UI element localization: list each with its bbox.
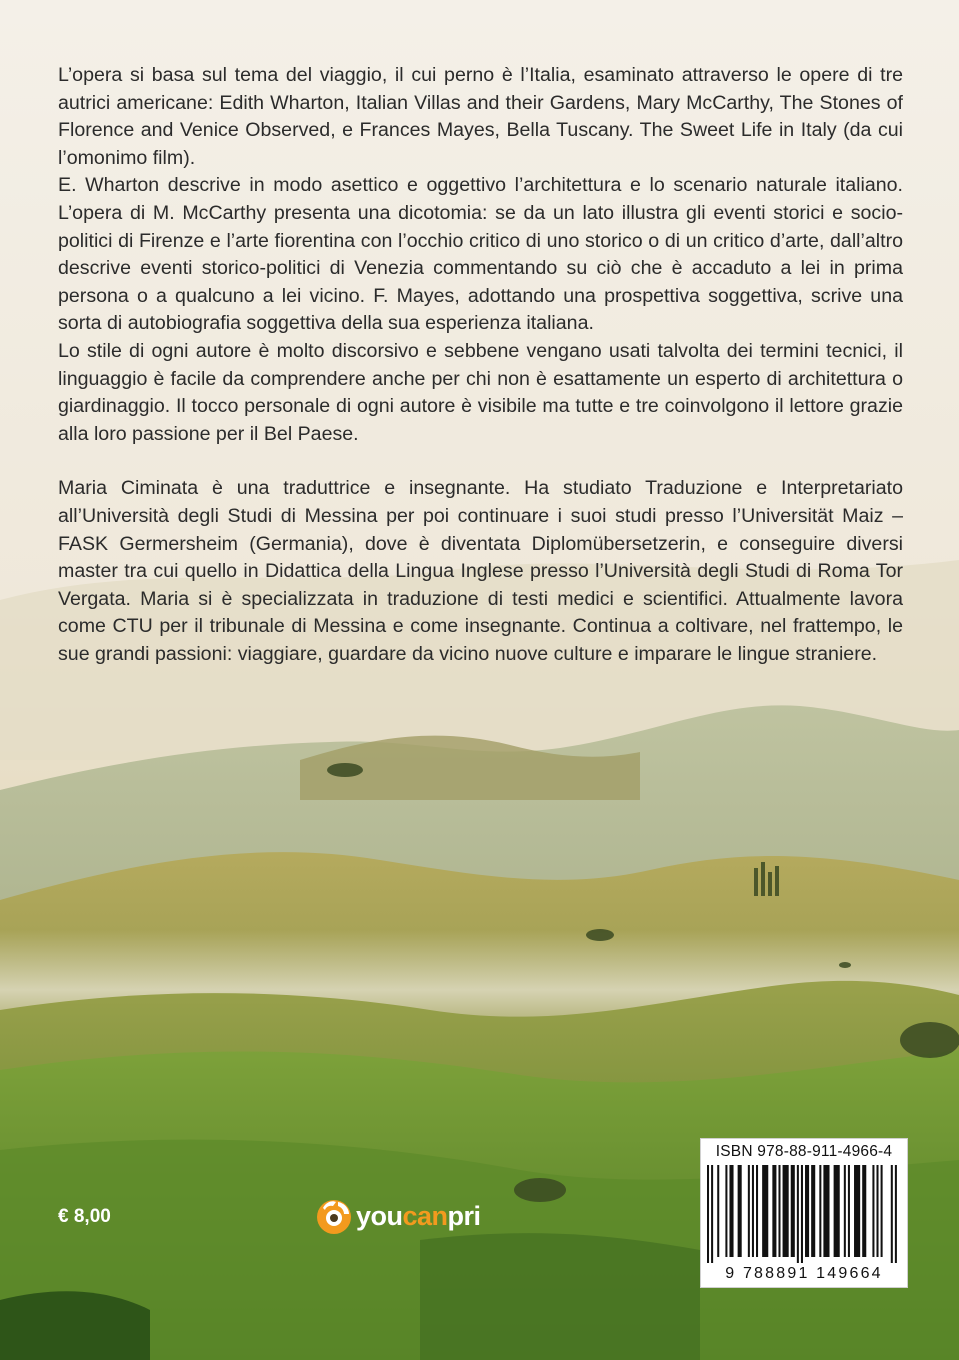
barcode-bar [752,1165,754,1257]
barcode-bar [876,1165,878,1257]
barcode-bar [895,1165,897,1263]
barcode-bar [729,1165,733,1257]
publisher-wordmark [356,1201,508,1232]
cover-text [58,62,903,668]
barcode-bar [791,1165,795,1257]
barcode-bar [862,1165,866,1257]
barcode-bar [756,1165,758,1257]
barcode-bar [797,1165,799,1263]
barcode-bar [778,1165,780,1257]
barcode-bar [738,1165,742,1257]
barcode-bar [717,1165,719,1257]
barcode-bar [748,1165,750,1257]
barcode-bar [819,1165,821,1257]
barcode-bar [762,1165,768,1257]
barcode-bar [725,1165,727,1257]
barcode-bar [711,1165,713,1263]
hand-eye-logo-icon [314,1196,354,1236]
synopsis-paragraph: L’opera si basa sul tema del viaggio, il cui perno è l’Italia, esaminato attraverso le opere di tre autrici americane: Edith Wharton, Italian Villas and their Gardens, Mary McCarthy, The Stones of Florence and Venice Observed, e Frances Mayes, Bella Tuscany. The Sweet Life in Italy (da cui l’omonimo film). [58,64,903,169]
barcode-bar [772,1165,776,1257]
wordmark-prefix: you [356,1200,403,1231]
barcode-bar [823,1165,829,1257]
wordmark-accent: can [402,1200,448,1231]
barcode-bar [872,1165,874,1257]
barcode-bar [881,1165,883,1257]
barcode-bar [844,1165,846,1257]
isbn-label: ISBN 978-88-911-4966-4 [715,1143,893,1160]
isbn-barcode [700,1138,908,1288]
barcode-bar [805,1165,809,1257]
barcode-digits: 9 788891 149664 [725,1265,883,1282]
synopsis-paragraph: E. Wharton descrive in modo asettico e oggettivo l’architettura e lo scenario naturale italiano. L’opera di M. McCarthy presenta una dicotomia: se da un lato illustra gli eventi storici e socio-politici di Firenze e l’arte fiorentina con l’occhio critico di uno storico o di un critico d’arte, dall’altro descrive eventi storico-politici di Venezia commentando su ciò che è accaduto a lei in prima persona o a qualcuno a lei vicino. F. Mayes, adottando una prospettiva soggettiva, scrive una sorta di autobiografia soggettiva della sua esperienza italiana. [58,174,903,335]
synopsis-paragraph: Lo stile di ogni autore è molto discorsivo e sebbene vengano usati talvolta dei termini tecnici, il linguaggio è facile da comprendere anche per chi non è esattamente un esperto di architettura o giardinaggio. Il tocco personale di ogni autore è visibile ma tutte e tre coinvolgono il lettore grazie alla loro passione per il Bel Paese. [58,339,903,445]
barcode-bar [707,1165,709,1263]
author-bio: Maria Ciminata è una traduttrice e insegnante. Ha studiato Traduzione e Interpretariato all’Università degli Studi di Messina per poi continuare i suoi studi presso l’Universität Maiz – FASK Germersheim (Germania), dove è diventata Diplomübersetzerin, e conseguire diversi master tra cui quello in Didattica della Lingua Inglese presso l’Università degli Studi di Roma Tor Vergata. Maria si è specializzata in traduzione di testi medici e scientifici. Attualmente lavora come CTU per il tribunale di Messina e come insegnante. Continua a coltivare, nel frattempo, le sue grandi passioni: viaggiare, guardare da vicino nuove culture e imparare le lingue straniere. [58,477,903,665]
barcode-bar [891,1165,893,1263]
barcode-bar [834,1165,840,1257]
price-label: € 8,00 [58,1206,111,1227]
barcode-bar [801,1165,803,1263]
barcode-bars [707,1165,901,1263]
barcode-bar [783,1165,789,1257]
barcode-bar [854,1165,860,1257]
barcode-bar [848,1165,850,1257]
wordmark-suffix: pri [447,1200,481,1231]
barcode-bar [811,1165,815,1257]
publisher-logo [314,1194,508,1238]
